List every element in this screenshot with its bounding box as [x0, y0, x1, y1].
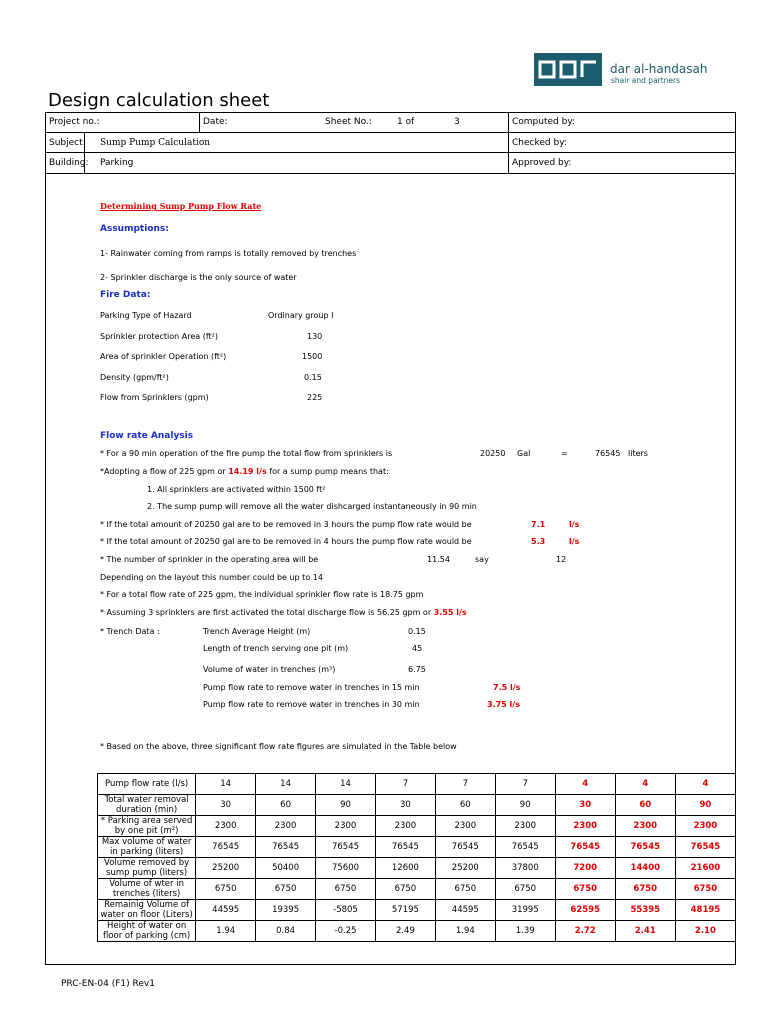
table-cell: 44595: [435, 900, 495, 921]
table-cell: 30: [555, 795, 615, 816]
computed-label: Computed by:: [512, 117, 576, 127]
table-cell: 2300: [316, 816, 376, 837]
fire-label: Area of sprinkler Operation (ft²): [100, 352, 227, 361]
checked-label: Checked by:: [512, 138, 567, 148]
flow-liters-unit: liters: [628, 449, 648, 458]
section-title: Determining Sump Pump Flow Rate: [100, 201, 262, 211]
table-row: [98, 921, 736, 942]
table-cell: 7: [495, 774, 555, 795]
table-cell: 7: [435, 774, 495, 795]
fire-label: Parking Type of Hazard: [100, 311, 192, 320]
table-cell: 6750: [435, 879, 495, 900]
pump-15min-label: Pump flow rate to remove water in trenches in 15 min: [203, 683, 420, 692]
header-divider: [45, 132, 736, 133]
table-cell: 6750: [615, 879, 675, 900]
project-label: Project no.:: [49, 117, 100, 127]
flow-line-3: 1. All sprinklers are activated within 1500 ft²: [147, 485, 326, 494]
pump-30min-value: 3.75 l/s: [487, 700, 520, 709]
table-cell: 75600: [316, 858, 376, 879]
table-cell: 57195: [375, 900, 435, 921]
building-label: Building:: [49, 158, 89, 168]
sheet-label: Sheet No.:: [325, 117, 372, 127]
table-cell: -0.25: [316, 921, 376, 942]
fire-label: Sprinkler protection Area (ft²): [100, 332, 218, 341]
table-cell: 19395: [256, 900, 316, 921]
table-cell: 62595: [555, 900, 615, 921]
flow-4h-value: 5.3: [531, 537, 546, 546]
table-cell: 31995: [495, 900, 555, 921]
trench-value: 6.75: [408, 665, 426, 674]
assumptions-title: Assumptions:: [100, 224, 169, 234]
sprinkler-count: 11.54: [427, 555, 450, 564]
say-label: say: [475, 555, 489, 564]
table-cell: 2300: [675, 816, 735, 837]
table-cell: 76545: [316, 837, 376, 858]
table-cell: 37800: [495, 858, 555, 879]
table-cell: 2.41: [615, 921, 675, 942]
table-row: [98, 816, 736, 837]
table-cell: 76545: [256, 837, 316, 858]
trench-label: Volume of water in trenches (m³): [203, 665, 336, 674]
flow-analysis-title: Flow rate Analysis: [100, 431, 194, 441]
fire-label: Density (gpm/ft²): [100, 373, 169, 382]
table-cell: 30: [375, 795, 435, 816]
table-cell: 76545: [435, 837, 495, 858]
page-title: Design calculation sheet: [48, 90, 270, 111]
table-cell: 6750: [675, 879, 735, 900]
table-cell: 30: [196, 795, 256, 816]
flow-line-5: * If the total amount of 20250 gal are to be removed in 3 hours the pump flow rate would be: [100, 520, 472, 529]
table-row: [98, 837, 736, 858]
table-cell: 14: [196, 774, 256, 795]
table-cell: 7: [375, 774, 435, 795]
flow-line-6: * If the total amount of 20250 gal are to be removed in 4 hours the pump flow rate would be: [100, 537, 472, 546]
sheet-total: 3: [454, 117, 460, 127]
table-cell: 7200: [555, 858, 615, 879]
table-cell: 4: [675, 774, 735, 795]
header-divider: [45, 152, 736, 153]
document-code: PRC-EN-04 (F1) Rev1: [61, 979, 155, 989]
table-cell: 2300: [555, 816, 615, 837]
trench-data-label: * Trench Data :: [100, 627, 160, 636]
row-label: Total water removal duration (min): [98, 795, 196, 816]
table-cell: 90: [675, 795, 735, 816]
table-cell: 76545: [375, 837, 435, 858]
table-cell: 6750: [196, 879, 256, 900]
table-cell: 12600: [375, 858, 435, 879]
flow-3h-unit: l/s: [569, 520, 580, 529]
trench-label: Trench Average Height (m): [203, 627, 311, 636]
table-cell: 44595: [196, 900, 256, 921]
building-value: Parking: [100, 158, 134, 168]
fire-value: 1500: [302, 352, 323, 361]
subject-value: Sump Pump Calculation: [100, 138, 211, 148]
table-cell: 2.10: [675, 921, 735, 942]
header-divider: [199, 112, 200, 132]
fire-value: 0.15: [304, 373, 322, 382]
table-cell: 76545: [675, 837, 735, 858]
flow-line-2-prefix: *Adopting a flow of 225 gpm or: [100, 467, 226, 476]
logo-mark-icon: [534, 53, 602, 86]
table-cell: 48195: [675, 900, 735, 921]
row-label: * Parking area served by one pit (m²): [98, 816, 196, 837]
table-cell: 6750: [375, 879, 435, 900]
trench-value: 0.15: [408, 627, 426, 636]
table-row: [98, 900, 736, 921]
flow-line-10: [100, 608, 467, 617]
fire-value: Ordinary group I: [268, 311, 334, 320]
approved-label: Approved by:: [512, 158, 572, 168]
assumption-1: 1- Rainwater coming from ramps is totally removed by trenches: [100, 249, 357, 258]
trench-label: Length of trench serving one pit (m): [203, 644, 349, 653]
row-label: Max volume of water in parking (liters): [98, 837, 196, 858]
table-row: [98, 795, 736, 816]
assumption-2: 2- Sprinkler discharge is the only source of water: [100, 273, 297, 282]
sheet-value: 1 of: [397, 117, 415, 127]
subject-label: Subject:: [49, 138, 86, 148]
pump-15min-value: 7.5 l/s: [493, 683, 521, 692]
flow-gal-unit: Gal: [517, 449, 531, 458]
flow-line-9: * For a total flow rate of 225 gpm, the individual sprinkler flow rate is 18.75 gpm: [100, 590, 424, 599]
table-cell: 60: [435, 795, 495, 816]
fire-value: 130: [307, 332, 323, 341]
flow-line-10-value: 3.55 l/s: [433, 608, 467, 617]
table-cell: 14400: [615, 858, 675, 879]
table-cell: 1.94: [435, 921, 495, 942]
table-cell: 76545: [495, 837, 555, 858]
table-row: [98, 879, 736, 900]
table-intro: * Based on the above, three significant flow rate figures are simulated in the Table below: [100, 742, 457, 751]
fire-data-title: Fire Data:: [100, 290, 151, 300]
table-cell: 0.84: [256, 921, 316, 942]
table-cell: 55395: [615, 900, 675, 921]
flow-line-7: * The number of sprinkler in the operating area will be: [100, 555, 319, 564]
logo-text: dar al-handasah: [610, 62, 708, 76]
table-cell: 76545: [615, 837, 675, 858]
flow-line-1: * For a 90 min operation of the fire pump the total flow from sprinklers is: [100, 449, 393, 458]
table-cell: 90: [316, 795, 376, 816]
table-cell: 6750: [316, 879, 376, 900]
row-label: Remainig Volume of water on floor (Liters): [98, 900, 196, 921]
table-cell: 2300: [256, 816, 316, 837]
flow-line-2-value: 14.19 l/s: [228, 467, 267, 476]
fire-label: Flow from Sprinklers (gpm): [100, 393, 209, 402]
table-cell: 60: [256, 795, 316, 816]
table-cell: 14: [256, 774, 316, 795]
table-cell: 1.39: [495, 921, 555, 942]
table-cell: 2.72: [555, 921, 615, 942]
fire-value: 225: [307, 393, 323, 402]
table-cell: 90: [495, 795, 555, 816]
flow-line-2: [100, 467, 389, 476]
pump-30min-label: Pump flow rate to remove water in trenches in 30 min: [203, 700, 420, 709]
table-cell: 21600: [675, 858, 735, 879]
table-cell: 6750: [555, 879, 615, 900]
flow-line-10-text: * Assuming 3 sprinklers are first activated the total discharge flow is 56.25 gpm or: [100, 608, 432, 617]
table-row: [98, 774, 736, 795]
table-cell: 14: [316, 774, 376, 795]
trench-value: 45: [412, 644, 423, 653]
table-cell: 4: [615, 774, 675, 795]
table-cell: 6750: [495, 879, 555, 900]
sprinkler-count-rounded: 12: [556, 555, 567, 564]
table-cell: 2300: [375, 816, 435, 837]
company-logo: [534, 53, 602, 86]
date-label: Date:: [203, 117, 228, 127]
table-cell: -5805: [316, 900, 376, 921]
flow-liters-value: 76545: [595, 449, 621, 458]
table-cell: 60: [615, 795, 675, 816]
table-cell: 4: [555, 774, 615, 795]
table-cell: 2300: [615, 816, 675, 837]
row-label: Volume of wter in trenches (liters): [98, 879, 196, 900]
table-row: [98, 858, 736, 879]
logo-subtext: shair and partners: [611, 76, 681, 85]
table-cell: 76545: [196, 837, 256, 858]
flow-gal-value: 20250: [480, 449, 506, 458]
header-divider: [45, 173, 736, 174]
row-label: Height of water on floor of parking (cm): [98, 921, 196, 942]
flow-3h-value: 7.1: [531, 520, 546, 529]
table-cell: 50400: [256, 858, 316, 879]
table-cell: 2300: [495, 816, 555, 837]
row-label: Volume removed by sump pump (liters): [98, 858, 196, 879]
flow-4h-unit: l/s: [569, 537, 580, 546]
flow-line-8: Depending on the layout this number could be up to 14: [100, 573, 323, 582]
header-divider: [508, 112, 509, 173]
table-cell: 76545: [555, 837, 615, 858]
table-cell: 2300: [196, 816, 256, 837]
simulation-table: [97, 773, 736, 942]
flow-line-4: 2. The sump pump will remove all the water dishcarged instantaneously in 90 min: [147, 502, 477, 511]
table-cell: 25200: [196, 858, 256, 879]
table-cell: 1.94: [196, 921, 256, 942]
table-cell: 2.49: [375, 921, 435, 942]
table-cell: 2300: [435, 816, 495, 837]
flow-equals: =: [561, 449, 568, 458]
row-label: Pump flow rate (l/s): [98, 774, 196, 795]
table-cell: 25200: [435, 858, 495, 879]
flow-line-2-suffix: for a sump pump means that:: [269, 467, 389, 476]
table-cell: 6750: [256, 879, 316, 900]
